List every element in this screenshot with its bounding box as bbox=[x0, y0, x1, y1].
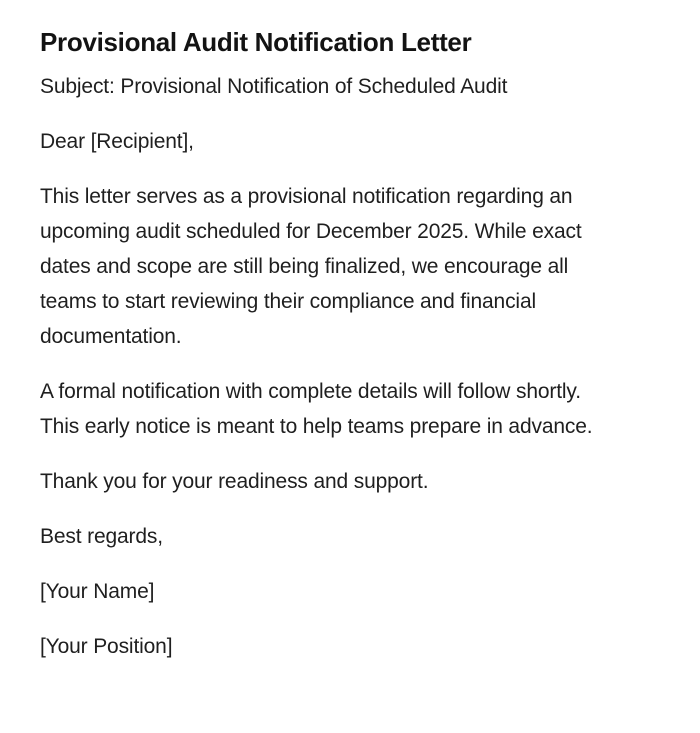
body-line: dates and scope are still being finalized, we encourage all bbox=[40, 255, 569, 278]
body-line: upcoming audit scheduled for December 2025. While exact bbox=[40, 220, 582, 243]
body-paragraph-1 bbox=[40, 179, 662, 354]
letter-document bbox=[0, 22, 700, 664]
salutation: Dear [Recipient], bbox=[40, 130, 194, 153]
signature-name-placeholder: [Your Name] bbox=[40, 580, 155, 603]
body-line: documentation. bbox=[40, 325, 182, 348]
closing-thanks: Thank you for your readiness and support. bbox=[40, 470, 429, 493]
closing-regards: Best regards, bbox=[40, 525, 163, 548]
body-paragraph-2 bbox=[40, 374, 662, 444]
body-line: This early notice is meant to help teams prepare in advance. bbox=[40, 415, 593, 438]
letter-title: Provisional Audit Notification Letter bbox=[40, 27, 472, 57]
signature-position-placeholder: [Your Position] bbox=[40, 635, 173, 658]
body-line: This letter serves as a provisional notification regarding an bbox=[40, 185, 573, 208]
body-line: A formal notification with complete details will follow shortly. bbox=[40, 380, 581, 403]
subject-line: Subject: Provisional Notification of Scheduled Audit bbox=[40, 75, 508, 98]
body-line: teams to start reviewing their compliance and financial bbox=[40, 290, 536, 313]
